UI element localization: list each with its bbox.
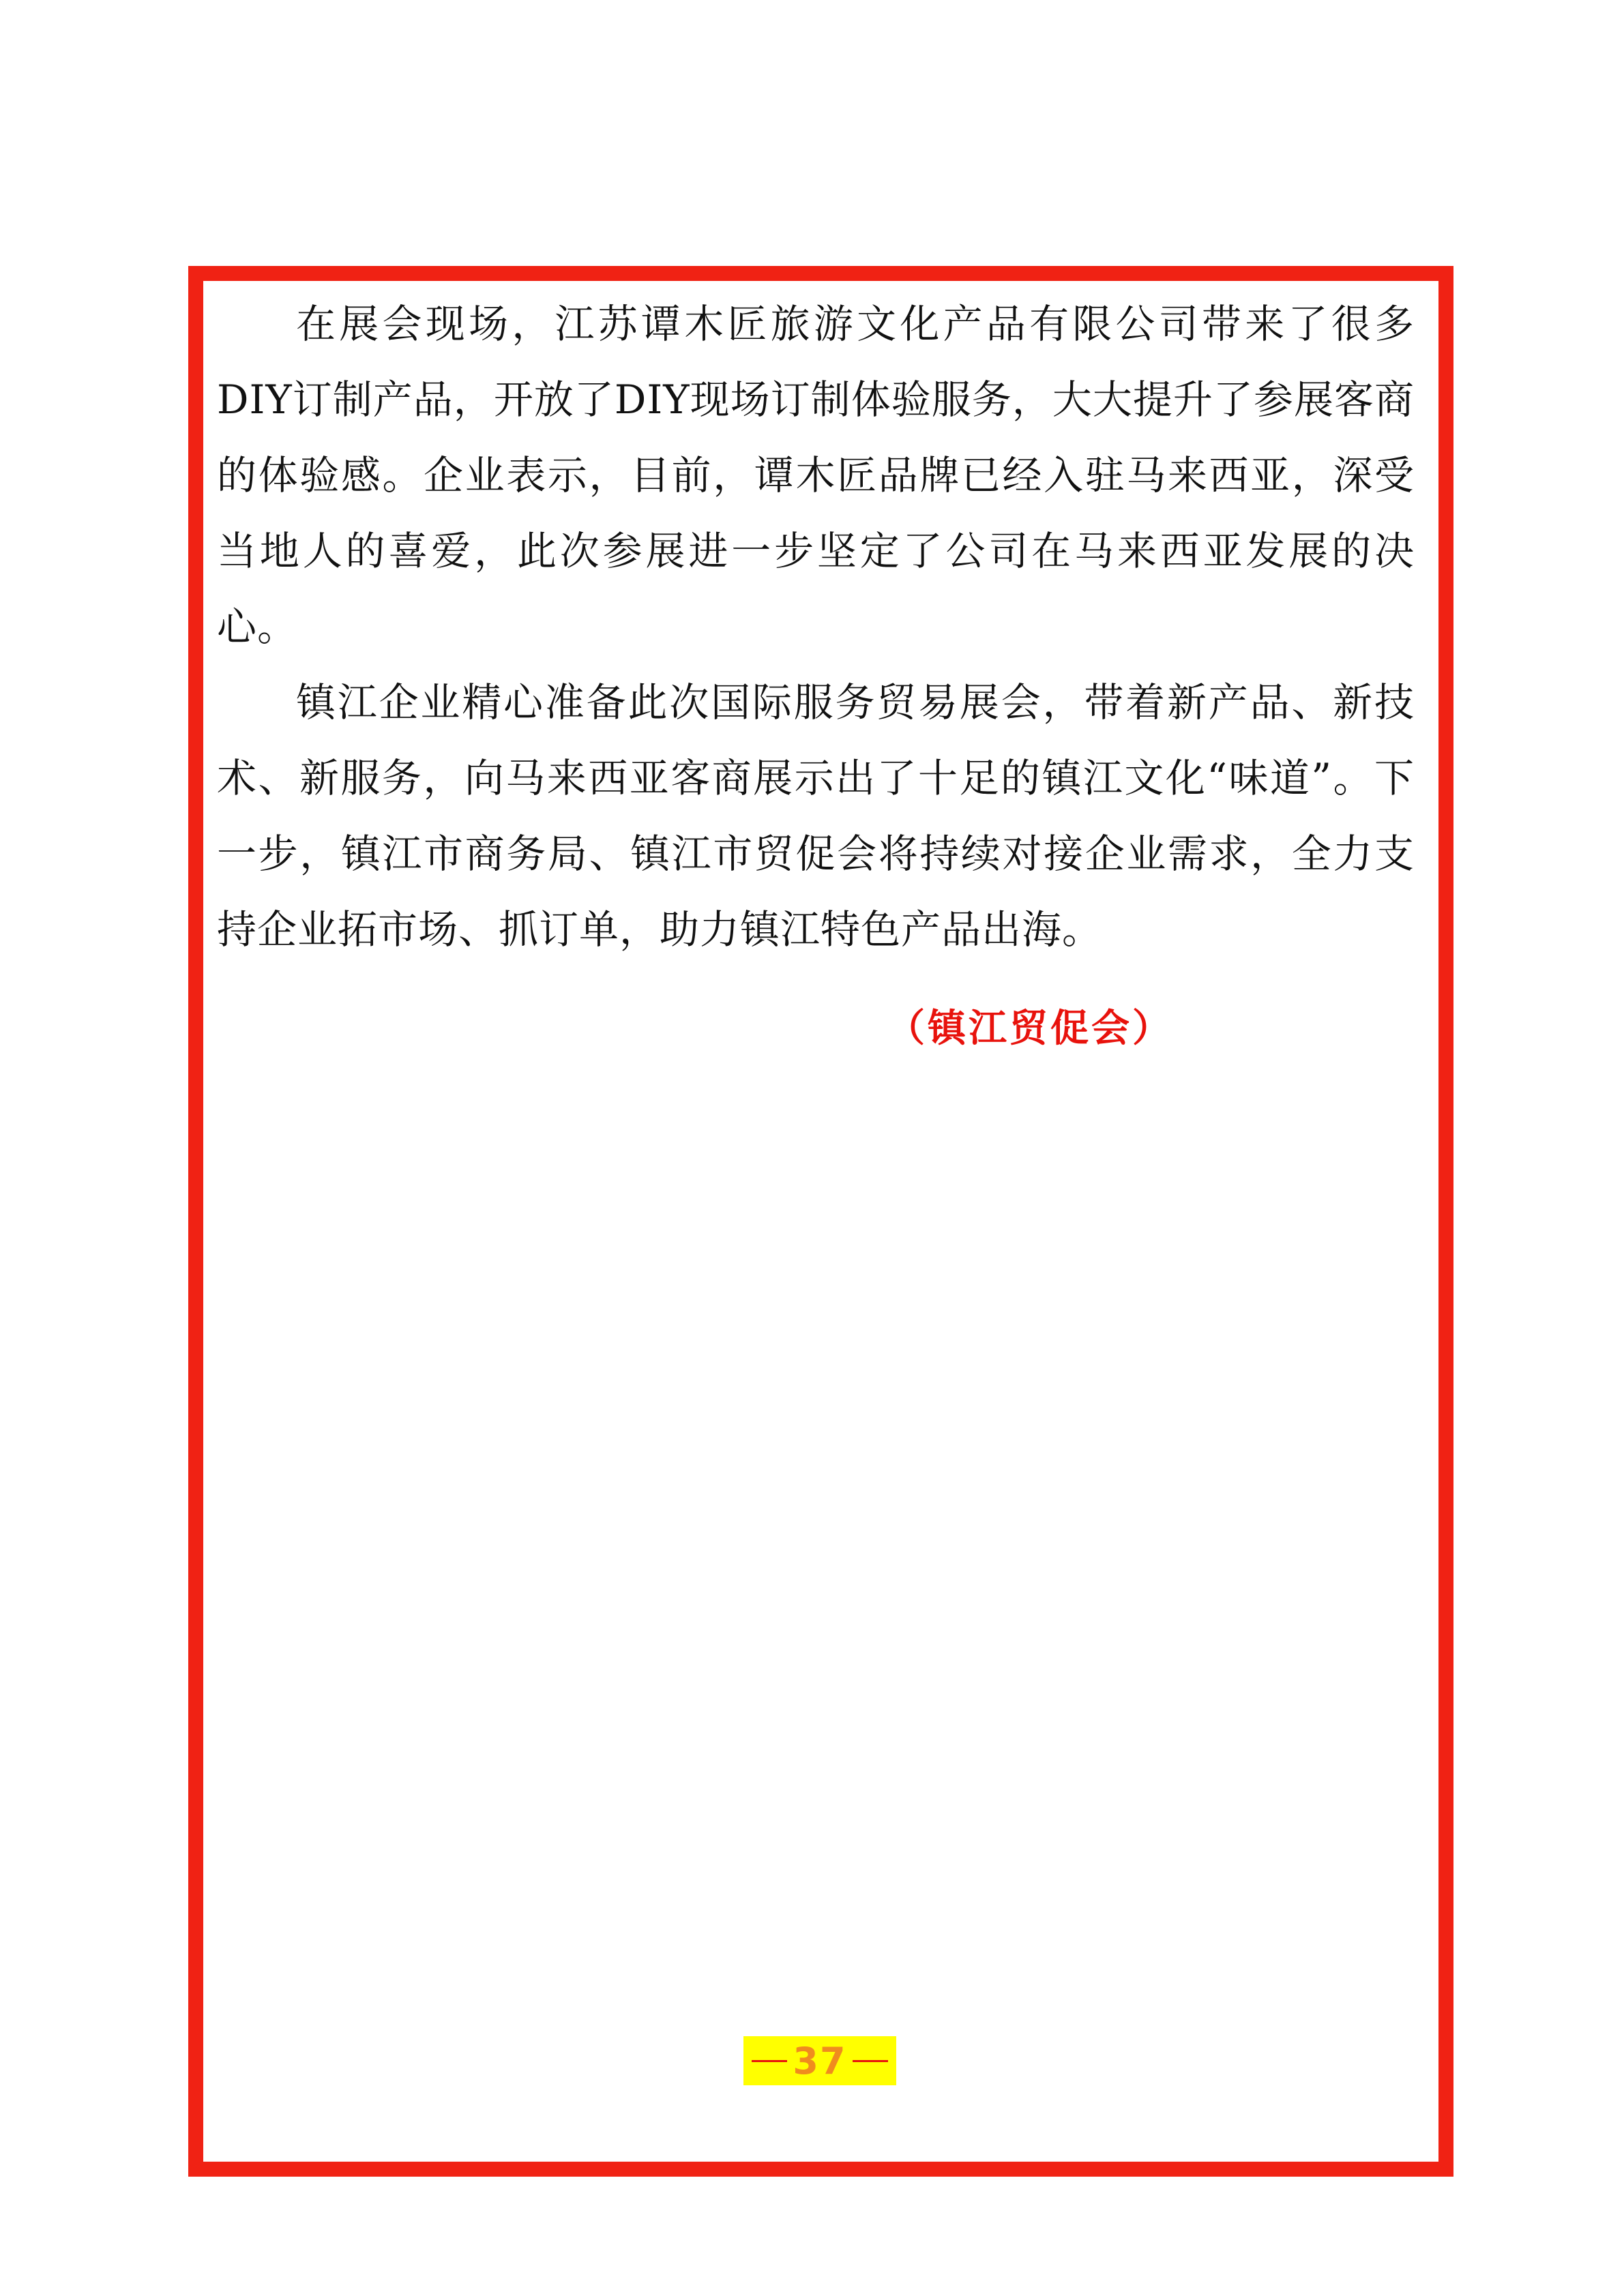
article-source: （镇江贸促会） (887, 1006, 1173, 1051)
paragraph-1: 在展会现场，江苏谭木匠旅游文化产品有限公司带来了很多DIY订制产品，开放了DIY现场订制体验服务，大大提升了参展客商的体验感。企业表示，目前，谭木匠品牌已经入驻马来西亚，深受当地人的喜爱，此次参展进一步坚定了公司在马来西亚发展的决心。 (217, 301, 1415, 650)
page-number-badge (743, 2036, 896, 2085)
article-body (217, 286, 1415, 968)
page-number: 37 (793, 2039, 847, 2083)
paragraph-2: 镇江企业精心准备此次国际服务贸易展会，带着新产品、新技术、新服务，向马来西亚客商展示出了十足的镇江文化“味道”。下一步，镇江市商务局、镇江市贸促会将持续对接企业需求，全力支持企业拓市场、抓订单，助力镇江特色产品出海。 (217, 679, 1415, 953)
left-dash-decoration (752, 2060, 787, 2062)
right-dash-decoration (853, 2060, 888, 2062)
